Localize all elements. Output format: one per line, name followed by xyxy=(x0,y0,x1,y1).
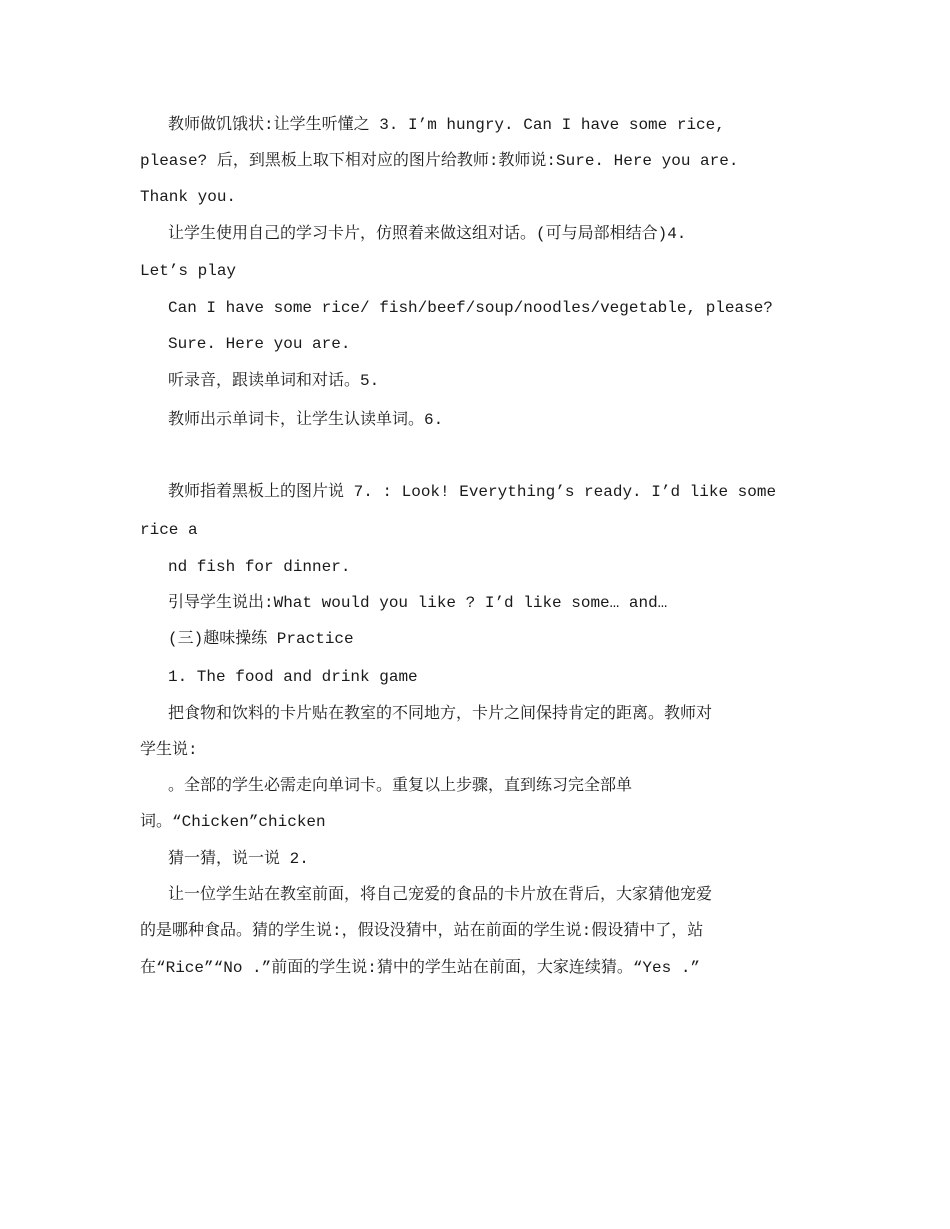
paragraph-line: 引导学生说出:What would you like ? I’d like some… and… xyxy=(168,594,668,612)
paragraph-line: rice a xyxy=(140,521,198,539)
paragraph-line: 让一位学生站在教室前面，将自己宠爱的食品的卡片放在背后，大家猜他宠爱 xyxy=(168,886,713,904)
paragraph-line: 。全部的学生必需走向单词卡。重复以上步骤，直到练习完全部单 xyxy=(168,777,633,795)
paragraph-line: 教师指着黑板上的图片说 7. : Look! Everything’s ready. I’d like some xyxy=(168,483,777,501)
paragraph-line: 教师做饥饿状:让学生听懂之 3. I’m hungry. Can I have some rice, xyxy=(168,116,725,134)
paragraph-line: 把食物和饮料的卡片贴在教室的不同地方，卡片之间保持肯定的距离。教师对 xyxy=(168,705,713,723)
dialogue-line: Can I have some rice/ fish/beef/soup/noodles/vegetable, please? xyxy=(168,299,773,317)
subsection-heading: 1. The food and drink game xyxy=(168,668,418,686)
paragraph-line: 在“Rice”“No .”前面的学生说:猜中的学生站在前面，大家连续猜。“Yes .” xyxy=(140,959,701,977)
subsection-heading: 猜一猜，说一说 2. xyxy=(168,850,309,868)
paragraph-line: please? 后，到黑板上取下相对应的图片给教师:教师说:Sure. Here you are. xyxy=(140,152,739,170)
paragraph-line: 词。“Chicken”chicken xyxy=(140,813,326,831)
section-heading: (三)趣味操练 Practice xyxy=(168,630,354,648)
paragraph-line: 听录音，跟读单词和对话。5. xyxy=(168,372,380,390)
dialogue-line: Sure. Here you are. xyxy=(168,335,351,353)
paragraph-line: 的是哪种食品。猜的学生说:，假设没猜中，站在前面的学生说:假设猜中了，站 xyxy=(140,922,704,940)
paragraph-line: Let’s play xyxy=(140,262,237,280)
paragraph-line: 学生说: xyxy=(140,741,198,759)
paragraph-line: nd fish for dinner. xyxy=(168,558,351,576)
paragraph-line: Thank you. xyxy=(140,188,237,206)
paragraph-line: 让学生使用自己的学习卡片，仿照着来做这组对话。(可与局部相结合)4. xyxy=(168,225,687,243)
paragraph-line: 教师出示单词卡，让学生认读单词。6. xyxy=(168,411,444,429)
